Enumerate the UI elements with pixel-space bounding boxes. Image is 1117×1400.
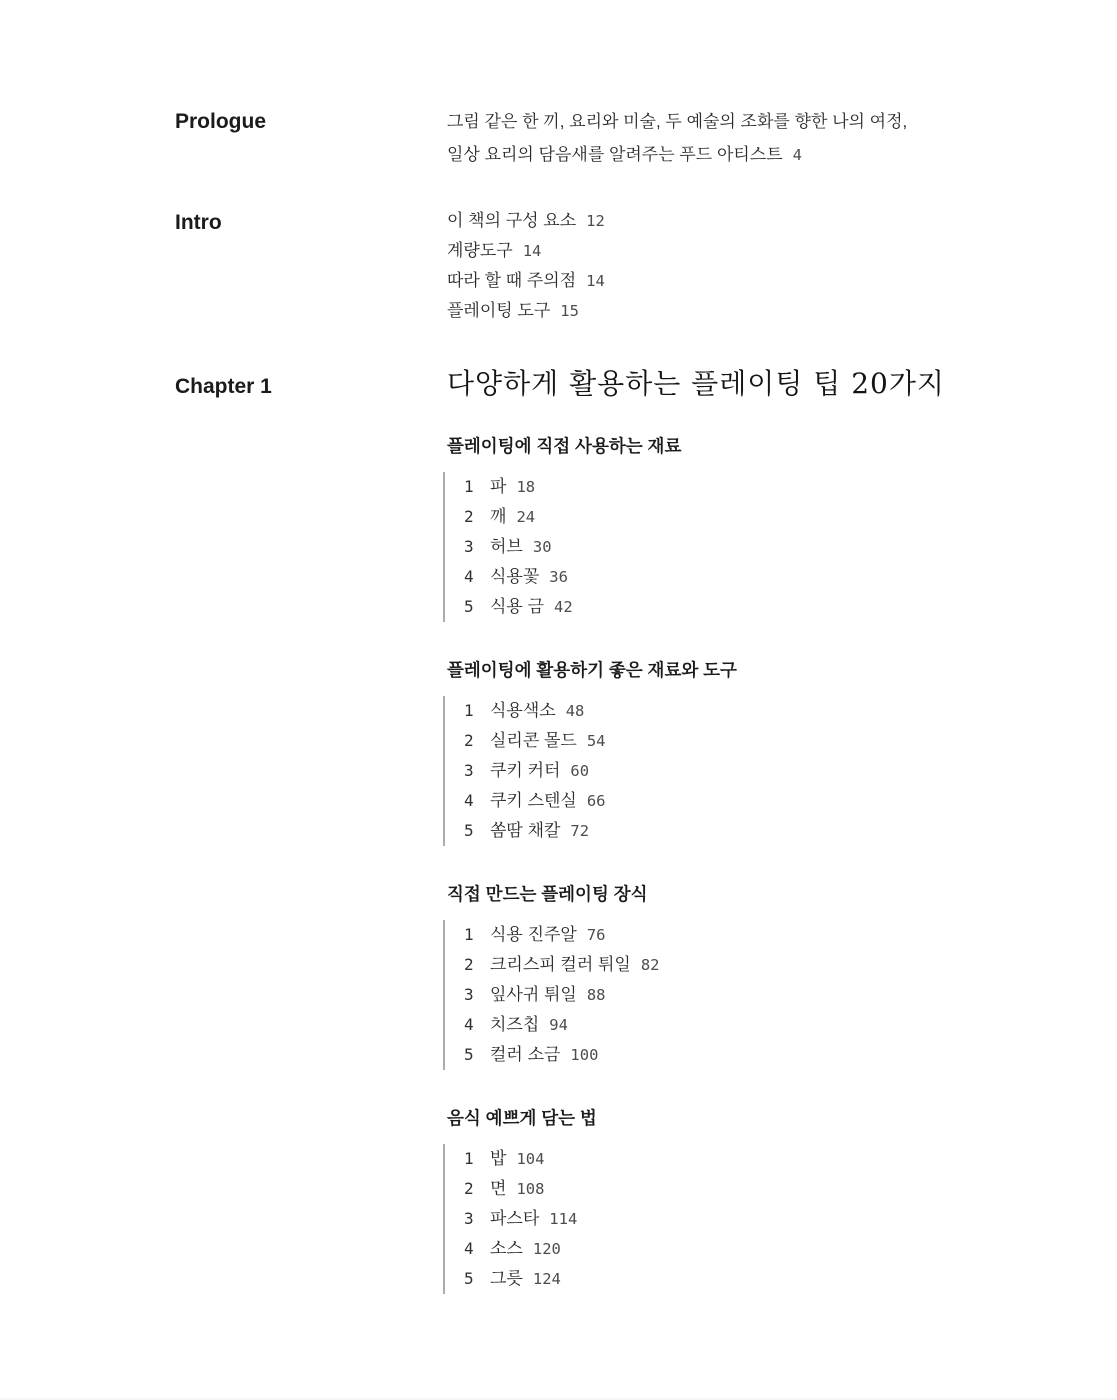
item-number: 4	[464, 567, 474, 586]
toc-group	[447, 434, 1077, 622]
item-page-number: 124	[532, 1270, 561, 1288]
item-page-number: 72	[570, 822, 590, 840]
item-title: 쏨땀 채칼	[490, 821, 561, 840]
toc-item	[464, 726, 1077, 756]
toc-line-text: 일상 요리의 담음새를 알려주는 푸드 아티스트	[447, 145, 783, 164]
toc-line-text: 계량도구	[447, 241, 513, 260]
item-page-number: 24	[516, 508, 536, 526]
item-number: 4	[464, 1239, 474, 1258]
group-heading: 직접 만드는 플레이팅 장식	[447, 884, 648, 904]
entry-label: Intro	[175, 211, 222, 234]
toc-group	[447, 1106, 1077, 1294]
group-list	[443, 472, 1077, 622]
item-number: 3	[464, 985, 474, 1004]
item-title: 파	[490, 477, 507, 496]
item-number: 1	[464, 477, 474, 496]
item-page-number: 54	[586, 732, 606, 750]
item-page-number: 94	[549, 1016, 568, 1034]
item-page-number: 100	[570, 1046, 599, 1064]
toc-line-page-number: 14	[522, 242, 542, 260]
group-list	[443, 920, 1077, 1070]
entry-content	[447, 105, 1077, 172]
front-matter	[175, 105, 1077, 326]
item-page-number: 66	[586, 792, 606, 810]
item-number: 4	[464, 1015, 474, 1034]
item-title: 밥	[490, 1149, 507, 1168]
item-page-number: 88	[586, 986, 606, 1004]
toc-item	[464, 562, 1077, 592]
group-list	[443, 696, 1077, 846]
item-page-number: 82	[640, 956, 660, 974]
toc-line-page-number: 4	[792, 146, 802, 164]
toc-item	[464, 920, 1077, 950]
item-page-number: 114	[549, 1210, 578, 1228]
item-title: 그릇	[490, 1269, 523, 1288]
group-heading: 플레이팅에 활용하기 좋은 재료와 도구	[447, 660, 737, 680]
toc-group	[447, 658, 1077, 846]
group-heading: 음식 예쁘게 담는 법	[447, 1108, 597, 1128]
toc-line-page-number: 15	[560, 302, 579, 320]
toc-item	[464, 816, 1077, 846]
toc-line	[447, 206, 1077, 236]
toc-item	[464, 1234, 1077, 1264]
item-number: 1	[464, 701, 474, 720]
item-page-number: 30	[532, 538, 552, 556]
item-number: 4	[464, 791, 474, 810]
item-title: 크리스피 컬러 튀일	[490, 955, 631, 974]
toc-line-text: 플레이팅 도구	[447, 301, 551, 320]
item-page-number: 48	[565, 702, 585, 720]
item-number: 2	[464, 731, 474, 750]
item-title: 쿠키 스텐실	[490, 791, 577, 810]
toc-item	[464, 532, 1077, 562]
item-title: 식용꽃	[490, 567, 540, 586]
toc-line-text: 이 책의 구성 요소	[447, 211, 577, 230]
chapter-title: 다양하게 활용하는 플레이팅 팁 20가지	[447, 367, 945, 400]
item-title: 소스	[490, 1239, 523, 1258]
toc-item	[464, 1040, 1077, 1070]
item-title: 쿠키 커터	[490, 761, 561, 780]
toc-line	[447, 236, 1077, 266]
item-number: 2	[464, 1179, 474, 1198]
toc-group	[447, 882, 1077, 1070]
item-title: 식용색소	[490, 701, 556, 720]
toc-item	[464, 1204, 1077, 1234]
item-number: 5	[464, 597, 474, 616]
toc-item	[464, 756, 1077, 786]
front-matter-entry	[175, 105, 1077, 172]
toc-line-text: 따라 할 때 주의점	[447, 271, 577, 290]
toc-item	[464, 472, 1077, 502]
item-page-number: 60	[570, 762, 590, 780]
item-title: 컬러 소금	[490, 1045, 561, 1064]
item-number: 5	[464, 1045, 474, 1064]
item-page-number: 76	[586, 926, 606, 944]
toc-line-text: 그림 같은 한 끼, 요리와 미술, 두 예술의 조화를 향한 나의 여정,	[447, 112, 908, 131]
item-number: 1	[464, 925, 474, 944]
toc-line-page-number: 12	[586, 212, 605, 230]
item-title: 면	[490, 1179, 507, 1198]
item-number: 2	[464, 955, 474, 974]
chapter-groups	[447, 434, 1077, 1294]
item-number: 5	[464, 1269, 474, 1288]
toc-item	[464, 950, 1077, 980]
toc-item	[464, 592, 1077, 622]
item-number: 3	[464, 761, 474, 780]
chapter-label: Chapter 1	[175, 375, 272, 398]
item-title: 식용 진주알	[490, 925, 577, 944]
toc-line	[447, 105, 1077, 138]
item-page-number: 104	[516, 1150, 545, 1168]
item-page-number: 108	[516, 1180, 545, 1198]
item-number: 3	[464, 537, 474, 556]
toc-item	[464, 980, 1077, 1010]
item-page-number: 18	[516, 478, 536, 496]
entry-label: Prologue	[175, 110, 267, 133]
item-title: 허브	[490, 537, 523, 556]
toc-item	[464, 696, 1077, 726]
item-title: 잎사귀 튀일	[490, 985, 577, 1004]
item-number: 2	[464, 507, 474, 526]
toc-item	[464, 1264, 1077, 1294]
group-list	[443, 1144, 1077, 1294]
toc-item	[464, 786, 1077, 816]
chapter-entry	[175, 365, 1077, 1294]
toc-item	[464, 502, 1077, 532]
item-title: 깨	[490, 507, 507, 526]
item-title: 식용 금	[490, 597, 544, 616]
group-heading: 플레이팅에 직접 사용하는 재료	[447, 436, 682, 456]
toc-line	[447, 296, 1077, 326]
toc-item	[464, 1010, 1077, 1040]
toc-item	[464, 1174, 1077, 1204]
item-page-number: 120	[532, 1240, 561, 1258]
toc-line	[447, 138, 1077, 172]
item-page-number: 42	[554, 598, 573, 616]
item-title: 치즈칩	[490, 1015, 540, 1034]
item-page-number: 36	[549, 568, 568, 586]
entry-content	[447, 206, 1077, 326]
front-matter-entry	[175, 206, 1077, 326]
item-title: 파스타	[490, 1209, 540, 1228]
item-number: 5	[464, 821, 474, 840]
toc-line	[447, 266, 1077, 296]
item-title: 실리콘 몰드	[490, 731, 577, 750]
item-number: 3	[464, 1209, 474, 1228]
item-number: 1	[464, 1149, 474, 1168]
toc-item	[464, 1144, 1077, 1174]
toc-line-page-number: 14	[586, 272, 605, 290]
